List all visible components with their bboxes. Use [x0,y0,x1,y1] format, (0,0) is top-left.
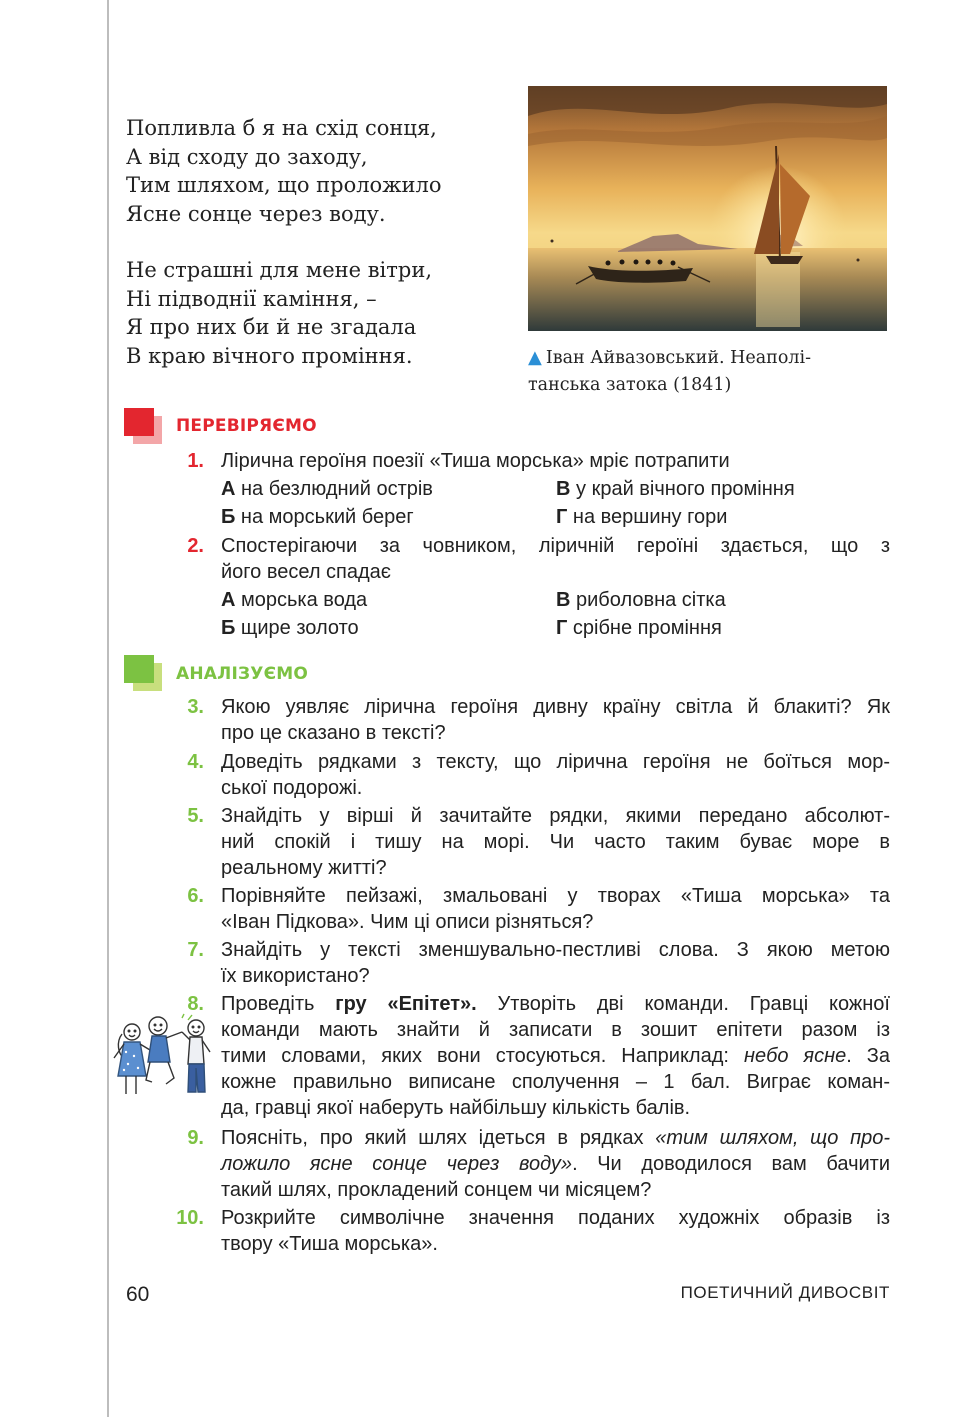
question-text: Лірична героїня поезії «Тиша морська» мріє потрапити [221,450,730,472]
question-number: 2. [187,535,204,557]
question-text: їх використано? [221,965,370,987]
question-text: Доведіть рядками з тексту, що лірична героїня не боїться мор- [221,751,890,773]
question-number: 5. [187,805,204,827]
triangle-marker-icon: ▲ [528,347,542,368]
question-number: 10. [176,1207,204,1229]
question-text: да, гравці якої наберуть найбільшу кількість балів. [221,1097,691,1119]
question-text: реальному житті? [221,857,387,879]
answer-option-v: В у край вічного проміння [556,478,795,500]
poem-line: Ясне сонце через воду. [126,201,386,226]
poem-line: А від сходу до заходу, [126,144,368,169]
answer-option-b: Б на морський берег [221,506,414,528]
children-game-icon [112,1012,218,1104]
poem-line: Попливла б я на схід сонця, [126,116,437,140]
question-text: Поясніть, про який шлях ідеться в рядках «тим шляхом, що про- [221,1127,891,1149]
caption-line: танська затока (1841) [528,375,732,395]
question-text: його весел спадає [221,561,391,583]
question-text: ний спокій і тишу на морі. Чи часто таким буває море в [221,831,890,853]
question-text: ложило ясне сонце через воду». Чи доводилося вам бачити [221,1153,891,1175]
question-text: Проведіть гру «Епітет». Утворіть дві команди. Гравці кожної [221,993,890,1015]
analyze-section-icon [124,655,162,691]
answer-option-g: Г срібне проміння [556,617,722,639]
question-text: Знайдіть у тексті зменшувально-пестливі слова. З якою метою [221,939,890,961]
question-number: 6. [187,885,204,907]
question-text: «Іван Підкова». Чим ці описи різняться? [221,911,594,933]
question-text: такий шлях, прокладений сонцем чи місяцем? [221,1179,652,1201]
poem-line: Тим шляхом, що проложило [126,173,442,197]
answer-option-v: В риболовна сітка [556,589,726,611]
answer-option-b: Б щире золото [221,617,359,639]
question-text: про це сказано в тексті? [221,722,446,744]
question-text: Знайдіть у вірші й зачитайте рядки, якими передано абсолют- [221,805,890,827]
poem-stanza-2 [126,256,432,370]
painting-bay-of-naples [528,86,887,331]
question-text: твору «Тиша морська». [221,1233,438,1255]
answer-option-g: Г на вершину гори [556,506,728,528]
question-number: 3. [187,696,204,718]
poem-line: Не страшні для мене вітри, [126,258,432,282]
question-number: 8. [187,993,204,1015]
question-text: тими словами, яких вони стосуються. Наприклад: небо ясне. За [221,1045,890,1067]
question-number: 4. [187,751,204,773]
poem-stanza-1 [126,114,442,228]
page-margin-line [107,0,109,1417]
question-text: кожне правильно виписане сполучення – 1 бал. Виграє коман- [221,1071,890,1093]
answer-option-a: А морська вода [221,589,368,611]
poem-line: В краю вічного проміння. [126,343,413,368]
running-footer-title: ПОЕТИЧНИЙ ДИВОСВІТ [680,1283,890,1302]
poem-line: Я про них би й не згадала [126,315,417,339]
question-text: Спостерігаючи за човником, ліричній героїні здається, що з [221,535,890,557]
question-text: Якою уявляє лірична героїня дивну країну світла й блакиті? Як [221,696,890,718]
answer-option-a: А на безлюдний острів [221,478,433,500]
caption-line: Іван Айвазовський. Неаполі- [545,348,812,368]
question-number: 1. [187,450,204,472]
section-title-analyze: АНАЛІЗУЄМО [176,664,309,684]
question-text: ської подорожі. [221,777,363,799]
check-section-icon [124,408,162,444]
painting-caption [528,344,898,399]
question-text: команди мають знайти й записати в зошит епітети разом із [221,1019,890,1041]
poem-line: Ні підводнії каміння, – [126,286,377,311]
question-number: 7. [187,939,204,961]
section-title-check: ПЕРЕВІРЯЄМО [176,416,317,436]
question-text: Розкрийте символічне значення поданих художніх образів із [221,1207,890,1229]
question-text: Порівняйте пейзажі, змальовані у творах «Тиша морська» та [221,885,890,907]
question-number: 9. [187,1127,204,1149]
page-number: 60 [126,1283,150,1306]
